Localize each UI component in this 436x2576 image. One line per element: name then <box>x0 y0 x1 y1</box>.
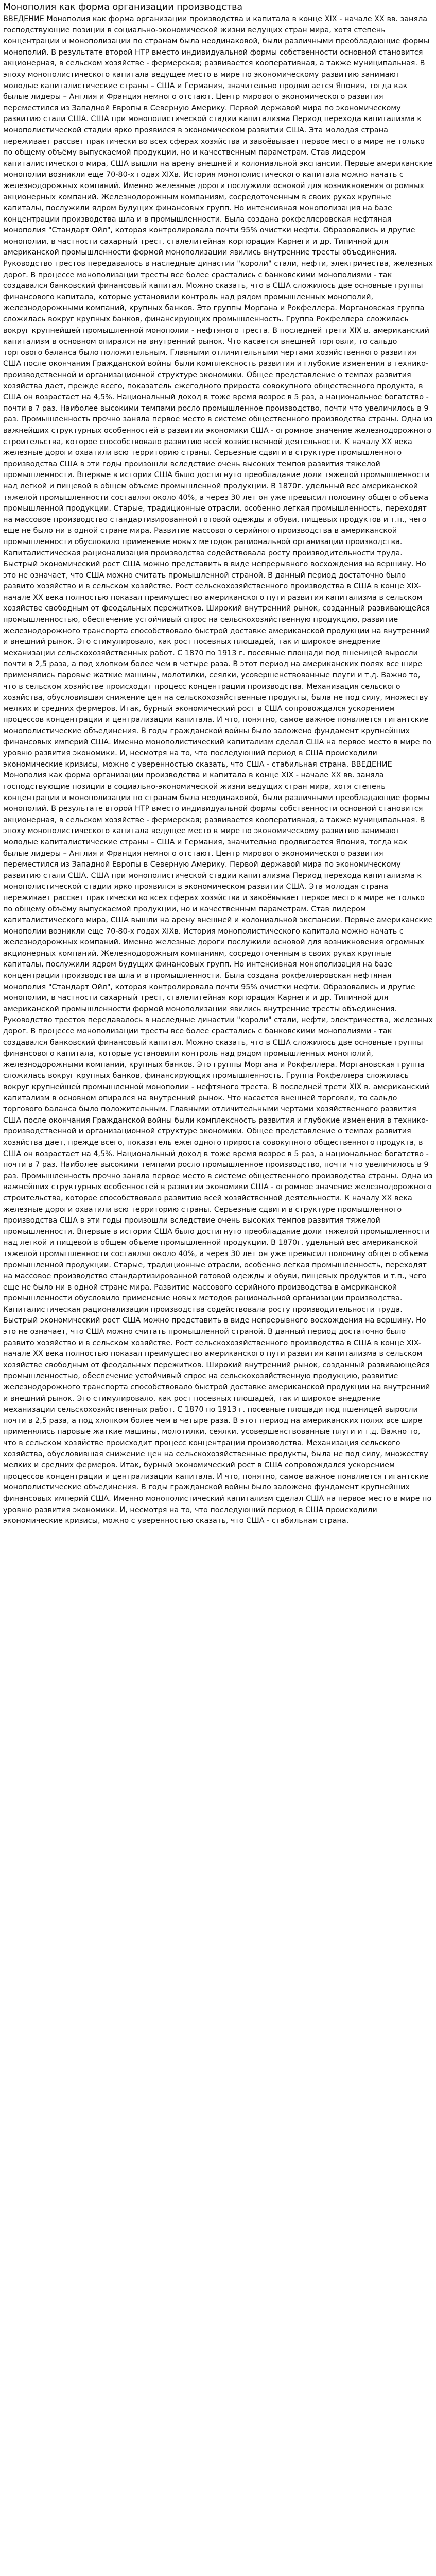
body-paragraph: ВВЕДЕНИЕ Монополия как форма организации производства и капитала в конце XIX - начале XX вв. заняла господствующие позиции в социально-экономической жизни ведущих стран мира, хотя степень концентрации и монополизации по странам была неодинаковой, были различными преобладающие формы монополий. В результате второй НТР вместо индивидуальной формы собственности основной становится акционерная, в сельском хозяйстве - фермерская; развивается кооперативная, а также муниципальная. В эпоху монополистического капитала ведущее место в мире по экономическому развитию занимают молодые капиталистические страны – США и Германия, значительно продвигается Япония, тогда как былые лидеры – Англия и Франция немного отстают. Центр мирового экономического развития переместился из Западной Европы в Северную Америку. Первой державой мира по экономическому развитию стали США. США при монополистической стадии капитализма Период перехода капитализма к монополистической стадии ярко проявился в экономическом развитии США. Эта молодая страна переживает рассвет практически во всех сферах хозяйства и завоёвывает первое место в мире не только по общему объёму выпускаемой продукции, но и качественным параметрам. Став лидером капиталистического мира, США вышли на арену внешней и колониальной экспансии. Первые американские монополии возникли еще 70-80-х годах XIXв. История монополистического капитала можно начать с железнодорожных компаний. Именно железные дороги послужили основой для возникновения огромных акционерных компаний. Железнодорожным компаниям, сосредоточенным в своих руках крупные капиталы, послужили ядром будущих финансовых групп. Но интенсивная монополизация на базе концентрации производства шла и в промышленности. Была создана рокфеллеровская нефтяная монополия "Стандарт Ойл", которая контролировала почти 95% очистки нефти. Образовались и другие монополии, в частности сахарный трест, сталелитейная корпорация Карнеги и др. Типичной для американской промышленности формой монополизации явились внутренние тресты объединения. Руководство трестов передавалось в наследные династии "короли" стали, нефти, электричества, железных дорог. В процессе монополизации тресты все более срастались с банковскими монополиями - так создавался банковский финансовый капитал. Можно сказать, что в США сложилось две основные группы финансового капитала, которые установили контроль над рядом промышленных монополий, железнодорожными компаний, крупных банков. Это группы Моргана и Рокфеллера. Моргановская группа сложилась вокруг крупных банков, финансирующих промышленность. Группа Рокфеллера сложилась вокруг крупнейшей промышленной монополии - нефтяного треста. В последней трети XIX в. американский капитализм в основном опирался на внутренний рынок. Что касается внешней торговли, то сальдо торгового баланса было положительным. Главными отличительными чертами хозяйственного развития США после окончания Гражданской войны были комплексность развития и глубокие изменения в технико-производственной и организационной структуре экономики. Общее представление о темпах развития хозяйства дает, прежде всего, показатель ежегодного прироста совокупного общественного продукта, в США он возрастает на 4,5%. Национальный доход в тоже время возрос в 5 раз, а национальное богатство - почти в 7 раз. Наиболее высокими темпами росло промышленное производство, почти что увеличилось в 9 раз. Промышленность прочно заняла первое место в системе общественного производства страны. Одна из важнейших структурных особенностей в развитии экономики США - огромное значение железнодорожного строительства, которое способствовало развитию всей хозяйственной деятельности. К началу XX века железные дороги охватили всю территорию страны. Серьезные сдвиги в структуре промышленного производства США в эти годы произошли вследствие очень высоких темпов развития тяжелой промышленности. Впервые в истории США было достигнуто преобладание доли тяжелой промышленности над легкой и пищевой в общем объеме промышленной продукции. В 1870г. удельный вес американской тяжелой промышленности составлял около 40%, а через 30 лет он уже превысил половину общего объема промышленной продукции. Старые, традиционные отрасли, особенно легкая промышленность, переходят на массовое производство стандартизированной готовой одежды и обуви, пищевых продуктов и т.п., чего еще не было ни в одной стране мира. Развитие массового серийного производства в американской промышленности обусловило применение новых методов рациональной организации производства. Капиталистическая рационализация производства содействовала росту производительности труда. Быстрый экономический рост США можно представить в виде непрерывного восхождения на вершину. Но это не означает, что США можно считать промышленной страной. В данный период достаточно было развито хозяйство и в сельском хозяйстве. Рост сельскохозяйственного производства в США в конце XIX-начале XX века полностью показал преимущество американского пути развития капитализма в сельском хозяйстве свободным от феодальных пережитков. Широкий внутренний рынок, созданный развивающейся промышленностью, обеспечение устойчивый спрос на сельскохозяйственную продукцию, развитие железнодорожного транспорта способствовало быстрой доставке американской продукции на внутренний и внешний рынок. Это стимулировало, как рост посевных площадей, так и широкое внедрение механизации сельскохозяйственных работ. С 1870 по 1913 г. посевные площади под пшеницей выросли почти в 2,5 раза, а под хлопком более чем в четыре раза. В этот период на американских полях все шире применялись паровые жаткие машины, молотилки, сеялки, усовершенствованные плуги и т.д. Важно то, что в сельском хозяйстве происходит процесс концентрации производства. Механизация сельского хозяйства, обусловившая снижение цен на сельскохозяйственные продукты, была не под силу, множеству мелких и средних фермеров. Итак, бурный экономический рост в США сопровождался ускорением процессов концентрации и централизации капитала. И что, понятно, самое важное появляется гигантские монополистические объединения. В годы гражданской войны было заложено фундамент крупнейших финансовых империй США. Именно монополистический капитализм сделал США на первое место в мире по уровню развития экономики. И, несмотря на то, что последующий период в США происходили экономические кризисы, можно с уверенностью сказать, что США - стабильная страна. ВВЕДЕНИЕ Монополия как форма организации производства и капитала в конце XIX - начале XX вв. заняла господствующие позиции в социально-экономической жизни ведущих стран мира, хотя степень концентрации и монополизации по странам была неодинаковой, были различными преобладающие формы монополий. В результате второй НТР вместо индивидуальной формы собственности основной становится акционерная, в сельском хозяйстве - фермерская; развивается кооперативная, а также муниципальная. В эпоху монополистического капитала ведущее место в мире по экономическому развитию занимают молодые капиталистические страны – США и Германия, значительно продвигается Япония, тогда как былые лидеры – Англия и Франция немного отстают. Центр мирового экономического развития переместился из Западной Европы в Северную Америку. Первой державой мира по экономическому развитию стали США. США при монополистической стадии капитализма Период перехода капитализма к монополистической стадии ярко проявился в экономическом развитии США. Эта молодая страна переживает рассвет практически во всех сферах хозяйства и завоёвывает первое место в мире не только по общему объёму выпускаемой продукции, но и качественным параметрам. Став лидером капиталистического мира, США вышли на арену внешней и колониальной экспансии. Первые американские монополии возникли еще 70-80-х годах XIXв. История монополистического капитала можно начать с железнодорожных компаний. Именно железные дороги послужили основой для возникновения огромных акционерных компаний. Железнодорожным компаниям, сосредоточенным в своих руках крупные капиталы, послужили ядром будущих финансовых групп. Но интенсивная монополизация на базе концентрации производства шла и в промышленности. Была создана рокфеллеровская нефтяная монополия "Стандарт Ойл", которая контролировала почти 95% очистки нефти. Образовались и другие монополии, в частности сахарный трест, сталелитейная корпорация Карнеги и др. Типичной для американской промышленности формой монополизации явились внутренние тресты объединения. Руководство трестов передавалось в наследные династии "короли" стали, нефти, электричества, железных дорог. В процессе монополизации тресты все более срастались с банковскими монополиями - так создавался банковский финансовый капитал. Можно сказать, что в США сложилось две основные группы финансового капитала, которые установили контроль над рядом промышленных монополий, железнодорожными компаний, крупных банков. Это группы Моргана и Рокфеллера. Моргановская группа сложилась вокруг крупных банков, финансирующих промышленность. Группа Рокфеллера сложилась вокруг крупнейшей промышленной монополии - нефтяного треста. В последней трети XIX в. американский капитализм в основном опирался на внутренний рынок. Что касается внешней торговли, то сальдо торгового баланса было положительным. Главными отличительными чертами хозяйственного развития США после окончания Гражданской войны были комплексность развития и глубокие изменения в технико-производственной и организационной структуре экономики. Общее представление о темпах развития хозяйства дает, прежде всего, показатель ежегодного прироста совокупного общественного продукта, в США он возрастает на 4,5%. Национальный доход в тоже время возрос в 5 раз, а национальное богатство - почти в 7 раз. Наиболее высокими темпами росло промышленное производство, почти что увеличилось в 9 раз. Промышленность прочно заняла первое место в системе общественного производства страны. Одна из важнейших структурных особенностей в развитии экономики США - огромное значение железнодорожного строительства, которое способствовало развитию всей хозяйственной деятельности. К началу XX века железные дороги охватили всю территорию страны. Серьезные сдвиги в структуре промышленного производства США в эти годы произошли вследствие очень высоких темпов развития тяжелой промышленности. Впервые в истории США было достигнуто преобладание доли тяжелой промышленности над легкой и пищевой в общем объеме промышленной продукции. В 1870г. удельный вес американской тяжелой промышленности составлял около 40%, а через 30 лет он уже превысил половину общего объема промышленной продукции. Старые, традиционные отрасли, особенно легкая промышленность, переходят на массовое производство стандартизированной готовой одежды и обуви, пищевых продуктов и т.п., чего еще не было ни в одной стране мира. Развитие массового серийного производства в американской промышленности обусловило применение новых методов рациональной организации производства. Капиталистическая рационализация производства содействовала росту производительности труда. Быстрый экономический рост США можно представить в виде непрерывного восхождения на вершину. Но это не означает, что США можно считать промышленной страной. В данный период достаточно было развито хозяйство и в сельском хозяйстве. Рост сельскохозяйственного производства в США в конце XIX-начале XX века полностью показал преимущество американского пути развития капитализма в сельском хозяйстве свободным от феодальных пережитков. Широкий внутренний рынок, созданный развивающейся промышленностью, обеспечение устойчивый спрос на сельскохозяйственную продукцию, развитие железнодорожного транспорта способствовало быстрой доставке американской продукции на внутренний и внешний рынок. Это стимулировало, как рост посевных площадей, так и широкое внедрение механизации сельскохозяйственных работ. С 1870 по 1913 г. посевные площади под пшеницей выросли почти в 2,5 раза, а под хлопком более чем в четыре раза. В этот период на американских полях все шире применялись паровые жаткие машины, молотилки, сеялки, усовершенствованные плуги и т.д. Важно то, что в сельском хозяйстве происходит процесс концентрации производства. Механизация сельского хозяйства, обусловившая снижение цен на сельскохозяйственные продукты, была не под силу, множеству мелких и средних фермеров. Итак, бурный экономический рост в США сопровождался ускорением процессов концентрации и централизации капитала. И что, понятно, самое важное появляется гигантские монополистические объединения. В годы гражданской войны было заложено фундамент крупнейших финансовых империй США. Именно монополистический капитализм сделал США на первое место в мире по уровню развития экономики. И, несмотря на то, что последующий период в США происходили экономические кризисы, можно с уверенностью сказать, что США - стабильная страна. <box>3 15 433 1526</box>
document-title: Монополия как форма организации производства <box>3 2 243 12</box>
document-body <box>3 14 433 1527</box>
